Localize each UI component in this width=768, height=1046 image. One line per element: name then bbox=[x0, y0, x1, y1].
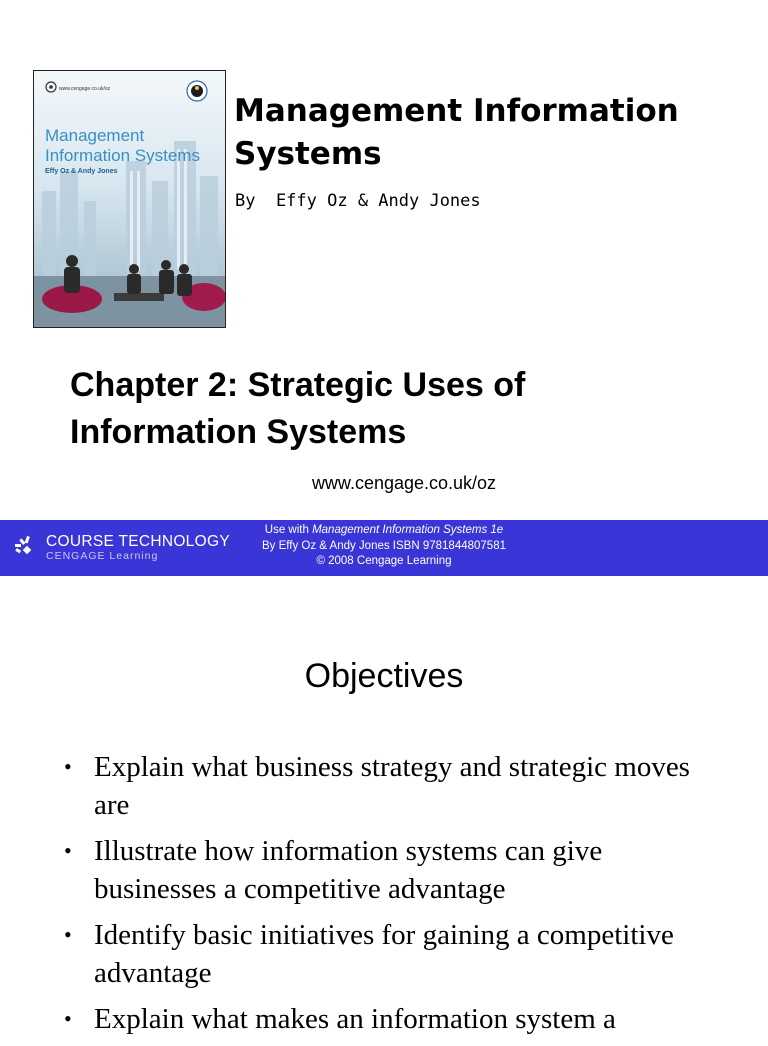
footer-byline: By Effy Oz & Andy Jones ISBN 9781844807581 bbox=[261, 539, 506, 552]
chapter-title bbox=[70, 362, 710, 456]
list-item-text: Identify basic initiatives for gaining a competitive advantage bbox=[94, 919, 674, 989]
footer-citation bbox=[240, 523, 528, 570]
bullet-icon: • bbox=[64, 1006, 72, 1031]
footer-use-with bbox=[240, 523, 528, 539]
cover-badge-icon bbox=[187, 81, 207, 101]
book-title-line2: Systems bbox=[234, 136, 382, 172]
objectives-list bbox=[60, 748, 710, 1046]
course-technology-logo bbox=[12, 533, 230, 569]
chapter-title-line2: Information Systems bbox=[70, 413, 407, 451]
cover-title-line2: Information Systems bbox=[45, 146, 200, 165]
list-item-text: Illustrate how information systems can give businesses a competitive advantage bbox=[94, 835, 603, 905]
cover-website: www.cengage.co.uk/oz bbox=[59, 86, 111, 92]
footer-use-with-prefix: Use with bbox=[264, 524, 313, 536]
bullet-icon: • bbox=[64, 754, 72, 779]
book-cover-image bbox=[33, 70, 226, 328]
objectives-heading: Objectives bbox=[304, 657, 464, 695]
logo-main-text: COURSE TECHNOLOGY bbox=[46, 533, 230, 550]
list-item bbox=[60, 832, 710, 908]
list-item bbox=[60, 748, 710, 824]
website-link[interactable]: www.cengage.co.uk/oz bbox=[311, 473, 497, 493]
footer-band bbox=[0, 520, 768, 576]
book-title-line1: Management Information bbox=[234, 93, 679, 129]
logo-sub-text: CENGAGE Learning bbox=[46, 550, 159, 562]
cover-authors: Effy Oz & Andy Jones bbox=[45, 168, 118, 175]
footer-copyright: © 2008 Cengage Learning bbox=[316, 555, 452, 567]
book-title bbox=[234, 90, 734, 176]
chapter-title-line1: Chapter 2: Strategic Uses of bbox=[70, 366, 526, 404]
cengage-burst-icon bbox=[12, 535, 38, 557]
bullet-icon: • bbox=[64, 838, 72, 863]
cover-title-line1: Management bbox=[45, 126, 145, 145]
list-item-text: Explain what business strategy and strategic moves are bbox=[94, 751, 690, 821]
list-item-text: Explain what makes an information system a bbox=[94, 1003, 616, 1035]
bullet-icon: • bbox=[64, 922, 72, 947]
list-item bbox=[60, 916, 710, 992]
list-item bbox=[60, 1000, 710, 1038]
footer-book-title: Management Information Systems 1e bbox=[312, 524, 504, 536]
book-authors: By Effy Oz & Andy Jones bbox=[235, 191, 481, 211]
